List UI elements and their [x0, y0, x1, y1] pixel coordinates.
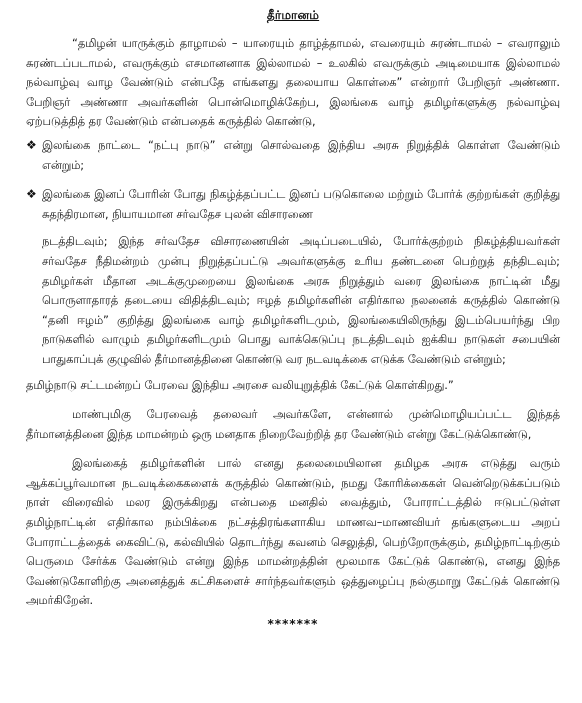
bullet-text-part1: இலங்கை இனப் போரின் போது நிகழ்த்தப்பட்ட இனப் படுகொலை மற்றும் போர்க் குற்றங்கள் குறித்து சுதந்திரமான, நியாயமான சர்வதேச புலன் விசாரணை [42, 188, 560, 221]
end-mark: ******* [267, 617, 319, 632]
closing-line: தமிழ்நாடு சட்டமன்றப் பேரவை இந்திய அரசை வலியுறுத்திக் கேட்டுக் கொள்கிறது.” [26, 378, 454, 392]
bullet-text: இலங்கை நாட்டை “நட்பு நாடு” என்று சொல்வதை இந்திய அரசு நிறுத்திக் கொள்ள வேண்டும் என்றும்; [42, 138, 560, 172]
document-title: தீர்மானம் [266, 8, 320, 22]
preamble-paragraph: “தமிழன் யாருக்கும் தாழாமல் – யாரையும் தாழ்த்தாமல், எவரையும் சுரண்டாமல் – எவராலும் சுரண்டப்படாமல், எவருக்கும் எசமானனாக இல்லாமல் – உலகில் எவருக்கும் அடிமையாக இல்லாமல் நல்வாழ்வு வாழ வேண்டும் என்பதே எங்களது தலையாய கொள்கை” என்றார் பேறிஞர் அண்ணா. பேறிஞர் அண்ணா அவர்களின் பொன்மொழிக்கேற்ப, இலங்கை வாழ் தமிழர்களுக்கு நல்வாழ்வு ஏற்படுத்தித் தர வேண்டும் என்பதைக் கருத்தில் கொண்டு, [26, 37, 560, 129]
final-paragraph: இலங்கைத் தமிழர்களின் பால் எனது தலைமையிலான தமிழக அரசு எடுத்து வரும் ஆக்கப்பூர்வமான நடவடிக்கைகளைக் கருத்தில் கொண்டும், நமது கோரிக்கைகள் வென்றெடுக்கப்படும் நாள் விரைவில் மலர இருக்கிறது என்பதை மனதில் வைத்தும், போராட்டத்தில் ஈடுபட்டுள்ள தமிழ்நாட்டின் எதிர்கால நம்பிக்கை நட்சத்திரங்களாகிய மாணவ–மாணவியர் தங்களுடைய அறப் போராட்டத்தைக் கைவிட்டு, கல்வியில் தொடர்ந்து கவனம் செலுத்தி, பெற்றோருக்கும், தமிழ்நாட்டிற்கும் பெருமை சேர்க்க வேண்டும் என்று இந்த மாமன்றத்தின் மூலமாக கேட்டுக் கொண்டு, எனது இந்த வேண்டுகோளிற்கு அனைத்துக் கட்சிகளைச் சார்ந்தவர்களும் ஒத்துழைப்பு நல்குமாறு கேட்டுக் கொண்டு அமர்கிறேன். [26, 457, 560, 608]
speaker-paragraph: மாண்புமிகு பேரவைத் தலைவர் அவர்களே, என்னால் முன்மொழியப்பட்ட இந்தத் தீர்மானத்தினை இந்த மாமன்றம் ஒரு மனதாக நிறைவேற்றித் தர வேண்டும் என்று கேட்டுக்கொண்டு, [26, 408, 560, 441]
bullet-text-part2: நடத்திடவும்; இந்த சர்வதேச விசாரணையின் அடிப்படையில், போர்க்குற்றம் நிகழ்த்தியவர்கள் சர்வதேச நீதிமன்றம் முன்பு நிறுத்தப்பட்டு அவர்களுக்கு உரிய தண்டனை பெற்றுத் தந்திடவும்; தமிழர்கள் மீதான அடக்குமுறையை இலங்கை அரசு நிறுத்தும் வரை இலங்கை நாட்டின் மீது பொருளாதாரத் தடையை விதித்திடவும்; ஈழத் தமிழர்களின் எதிர்கால நலனைக் கருத்தில் கொண்டு “தனி ஈழம்” குறித்து இலங்கை வாழ் தமிழர்களிடமும், இலங்கையிலிருந்து இடம்பெயர்ந்து பிற நாடுகளில் வாழும் தமிழர்களிடமும் பொது வாக்கெடுப்பு நடத்திடவும் ஐக்கிய நாடுகள் சபையின் பாதுகாப்புக் குழுவில் தீர்மானத்தினை கொண்டு வர நடவடிக்கை எடுக்க வேண்டும் என்றும்; [42, 235, 560, 366]
resolution-bullet-international-inquiry [26, 185, 560, 369]
diamond-bullet-icon: ❖ [26, 137, 37, 152]
diamond-bullet-icon: ❖ [26, 187, 37, 202]
resolution-bullet-friendly-nation [26, 136, 560, 175]
